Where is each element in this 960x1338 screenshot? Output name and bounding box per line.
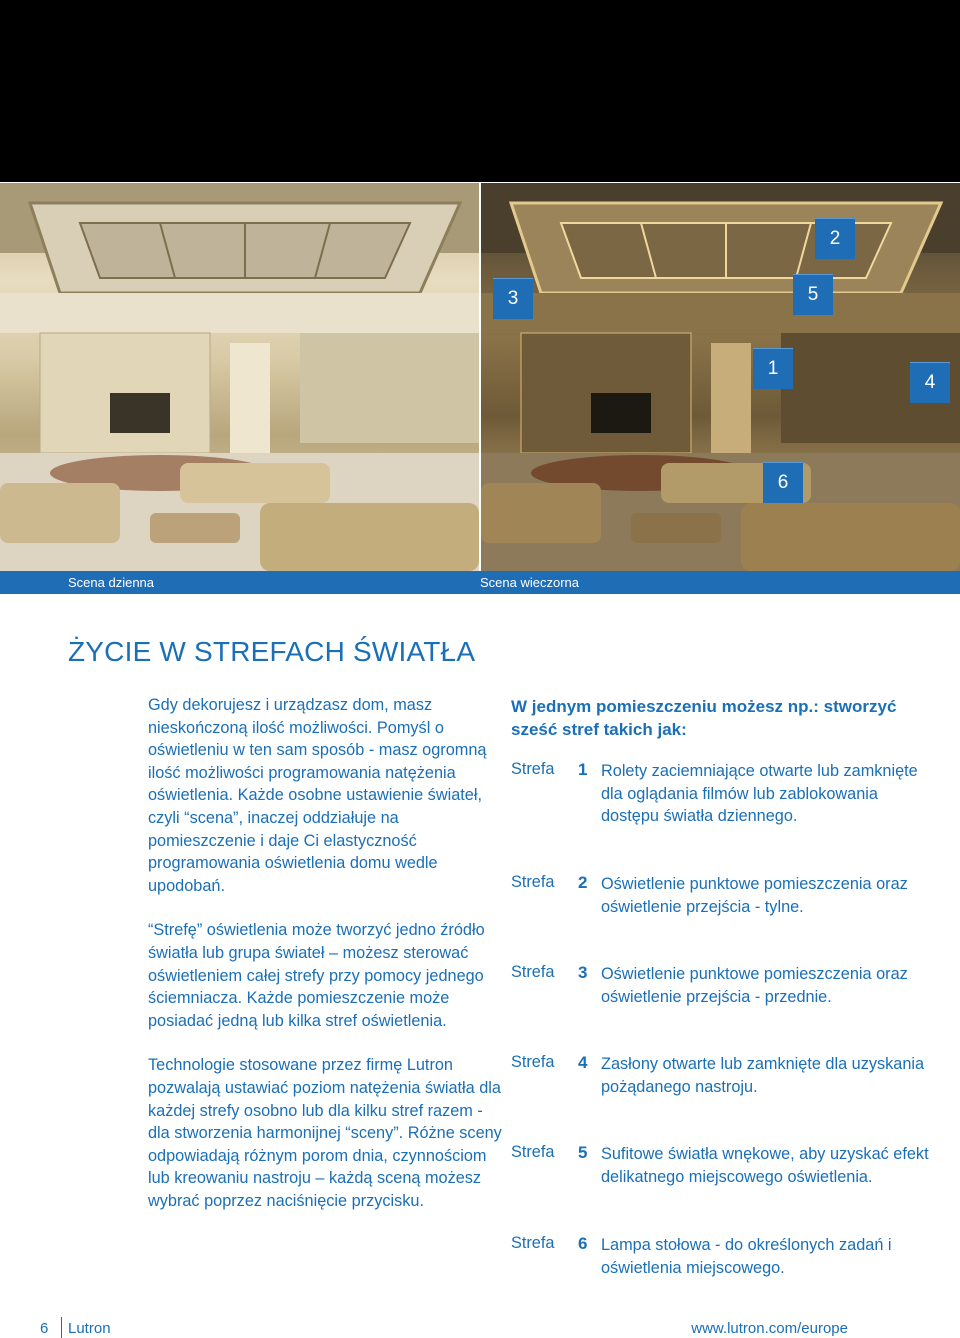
footer-url-link[interactable]: www.lutron.com/europe bbox=[691, 1320, 848, 1337]
zone-badge-3: 3 bbox=[493, 278, 533, 319]
zone-number: 6 bbox=[578, 1234, 588, 1253]
intro-paragraph: Technologie stosowane przez firmę Lutron pozwalają ustawiać poziom natężenia światła dla każdej strefy osobno lub dla kilku stref razem - dla stworzenia harmonijnej “sceny”. Różne sceny odpowiadają różnym porom dnia, czynnościom lub kreowaniu nastroju – każdą sceną możesz wybrać poprzez naciśnięcie przycisku. bbox=[148, 1056, 502, 1210]
top-black-band bbox=[0, 0, 960, 182]
zone-description: Oświetlenie punktowe pomieszczenia oraz oświetlenie przejścia - przednie. bbox=[601, 965, 908, 1006]
day-scene-photo bbox=[0, 183, 479, 571]
zone-label: Strefa bbox=[511, 1143, 555, 1161]
page-number: 6 bbox=[40, 1320, 49, 1337]
footer-brand: Lutron bbox=[68, 1320, 111, 1337]
zone-number: 2 bbox=[578, 873, 588, 892]
zone-label: Strefa bbox=[511, 873, 555, 891]
zone-description: Sufitowe światła wnękowe, aby uzyskać efekt delikatnego miejscowego oświetlenia. bbox=[601, 1145, 929, 1186]
zone-label: Strefa bbox=[511, 1234, 555, 1252]
day-scene-caption: Scena dzienna bbox=[68, 575, 155, 590]
zone-badge-4: 4 bbox=[910, 362, 950, 403]
zone-label: Strefa bbox=[511, 760, 555, 778]
zone-badge-2: 2 bbox=[815, 218, 855, 259]
page-title: ŻYCIE W STREFACH ŚWIATŁA bbox=[68, 636, 476, 667]
zone-description: Lampa stołowa - do określonych zadań i oświetlenia miejscowego. bbox=[601, 1236, 892, 1277]
intro-paragraph: Gdy dekorujesz i urządzasz dom, masz nieskończoną ilość możliwości. Pomyśl o oświetleniu w ten sam sposób - masz ogromną ilość możliwości programowania natężenia oświetlenia. Każde osobne ustawienie świateł, czyli “scena”, inaczej oddziałuje na pomieszczenie i daje Ci elastyczność programowania oświetlenia domu wedle upodobań. bbox=[148, 696, 487, 895]
zone-label: Strefa bbox=[511, 1053, 555, 1071]
zone-number: 4 bbox=[578, 1053, 588, 1072]
zone-description: Rolety zaciemniające otwarte lub zamknięte dla oglądania filmów lub zablokowania dostępu światła dziennego. bbox=[601, 762, 918, 826]
zone-number: 1 bbox=[578, 760, 588, 779]
zone-label: Strefa bbox=[511, 963, 555, 981]
intro-text bbox=[148, 694, 508, 1234]
intro-paragraph: “Strefę” oświetlenia może tworzyć jedno źródło światła lub grupa świateł – możesz sterować oświetleniem całej strefy przy pomocy jednego ściemniacza. Każde pomieszczenie może posiadać jedną lub kilka stref oświetlenia. bbox=[148, 921, 485, 1030]
zone-description: Zasłony otwarte lub zamknięte dla uzyskania pożądanego nastroju. bbox=[601, 1055, 925, 1096]
zones-heading: W jednym pomieszczeniu możesz np.: stworzyć sześć stref takich jak: bbox=[511, 697, 897, 739]
evening-scene-caption: Scena wieczorna bbox=[480, 575, 579, 590]
zone-description: Oświetlenie punktowe pomieszczenia oraz oświetlenie przejścia - tylne. bbox=[601, 875, 908, 916]
footer-divider bbox=[61, 1317, 62, 1338]
zone-number: 5 bbox=[578, 1143, 588, 1162]
zone-number: 3 bbox=[578, 963, 588, 982]
evening-scene-photo bbox=[481, 183, 960, 571]
zone-badge-1: 1 bbox=[753, 348, 793, 389]
zone-badge-5: 5 bbox=[793, 274, 833, 315]
zone-badge-6: 6 bbox=[763, 462, 803, 503]
